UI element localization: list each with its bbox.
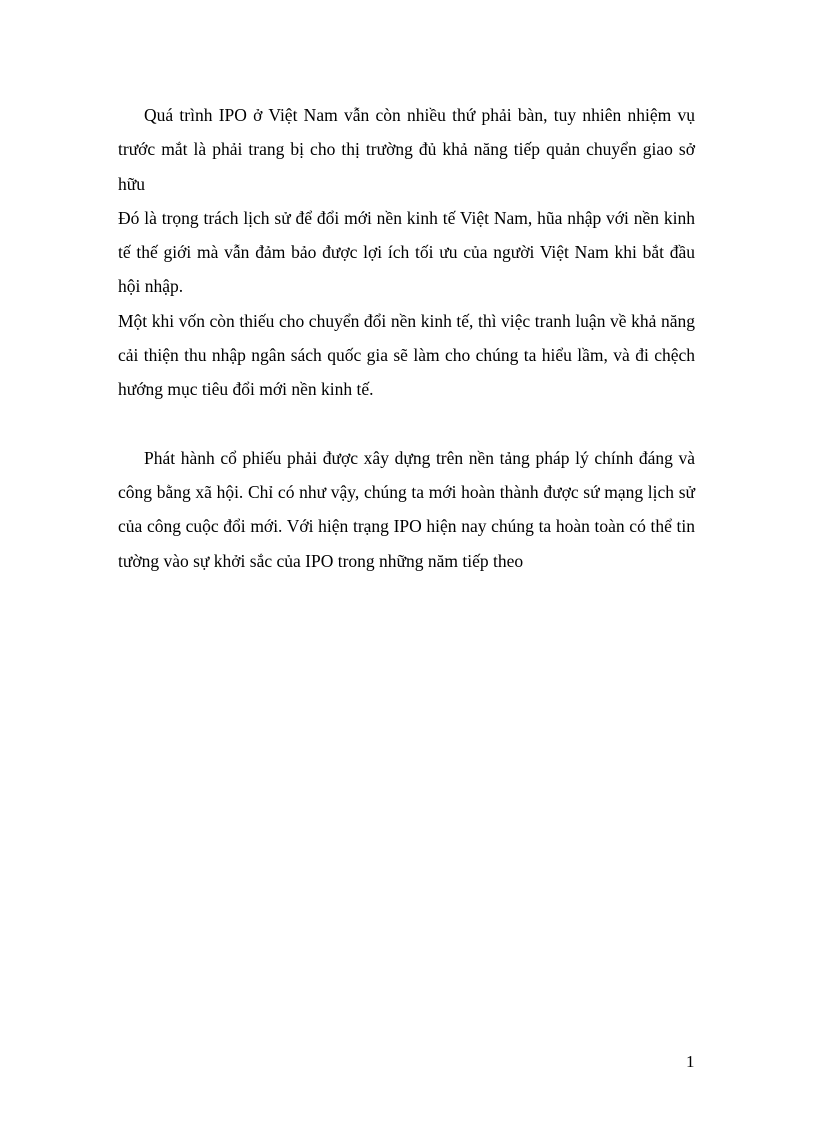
paragraph-share-issuance: Phát hành cổ phiếu phải được xây dựng trên nền tảng pháp lý chính đáng và công bằng xã hội. Chỉ có như vậy, chúng ta mới hoàn thành được sứ mạng lịch sử của công cuộc đổi mới. Với hiện trạng IPO hiện nay chúng ta hoàn toàn có thể tin tường vào sự khởi sắc của IPO trong những năm tiếp theo	[118, 447, 695, 571]
paragraph-spacer	[118, 407, 695, 441]
paragraph-historic-task: Đó là trọng trách lịch sử để đổi mới nền kinh tế Việt Nam, hũa nhập với nền kinh tế thế giới mà vẫn đảm bảo được lợi ích tối ưu của người Việt Nam khi bắt đầu hội nhập.	[118, 207, 695, 297]
document-body	[118, 98, 695, 578]
page-number: 1	[686, 1052, 695, 1071]
paragraph-capital-shortage: Một khi vốn còn thiếu cho chuyển đổi nền kinh tế, thì việc tranh luận về khả năng cải thiện thu nhập ngân sách quốc gia sẽ làm cho chúng ta hiểu lầm, và đi chệch hướng mục tiêu đổi mới nền kinh tế.	[118, 310, 695, 400]
paragraph-ipo-vietnam: Quá trình IPO ở Việt Nam vẫn còn nhiều thứ phải bàn, tuy nhiên nhiệm vụ trước mắt là phải trang bị cho thị trường đủ khả năng tiếp quản chuyển giao sở hữu	[118, 105, 695, 194]
